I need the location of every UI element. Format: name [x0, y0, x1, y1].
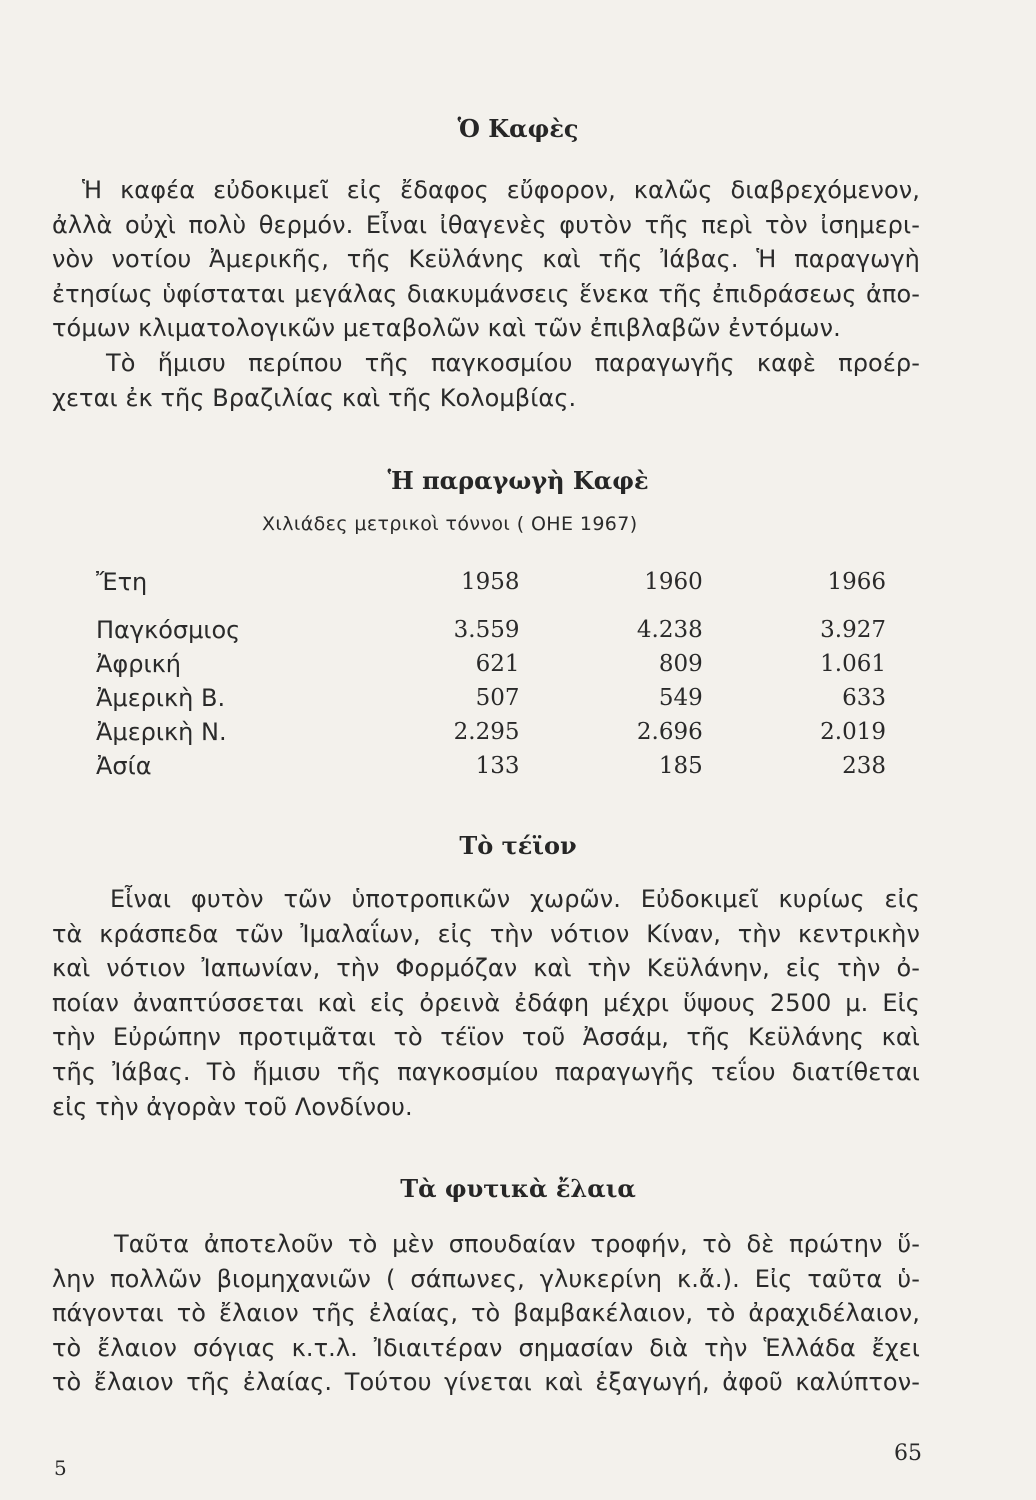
coffee-line: χεται ἐκ τῆς Βραζιλίας καὶ τῆς Κολομβίας.: [52, 383, 577, 412]
page-number: 65: [894, 1441, 922, 1466]
production-table: [96, 565, 886, 783]
tea-heading: Τὸ τέϊον: [459, 831, 577, 860]
value-cell: 2.295: [453, 719, 520, 745]
value-cell: 3.559: [453, 617, 520, 643]
year-cell: 1960: [644, 569, 703, 595]
coffee-heading: Ὁ Καφὲς: [457, 114, 579, 143]
table-row: [96, 749, 886, 783]
tea-line: ποίαν ἀναπτύσσεται καὶ εἰς ὀρεινὰ ἐδάφη μέχρι ὕψους 2500 μ. Εἰς: [52, 988, 920, 1017]
value-cell: 809: [658, 651, 703, 677]
coffee-line: Τὸ ἥμισυ περίπου τῆς παγκοσμίου παραγωγῆς καφὲ προέρ-: [106, 348, 920, 377]
table-header-row: [96, 565, 886, 599]
value-cell: 1.061: [820, 651, 886, 677]
coffee-line: τόμων κλιματολογικῶν μεταβολῶν καὶ τῶν ἐπιβλαβῶν ἐντόμων.: [52, 314, 841, 343]
value-cell: 185: [658, 753, 703, 779]
table-row: [96, 647, 886, 681]
oils-paragraph: [52, 1227, 920, 1400]
table-row: [96, 715, 886, 749]
value-cell: 549: [658, 685, 703, 711]
value-cell: 507: [475, 685, 520, 711]
signature-mark: 5: [54, 1456, 67, 1480]
oils-line: λην πολλῶν βιομηχανιῶν ( σάπωνες, γλυκερίνη κ.ἄ.). Εἰς ταῦτα ὑ-: [52, 1264, 920, 1293]
value-cell: 2.696: [636, 719, 703, 745]
production-table-caption: Χιλιάδες μετρικοὶ τόννοι ( ΟΗΕ 1967): [262, 513, 638, 535]
value-cell: 2.019: [820, 719, 886, 745]
value-cell: 238: [842, 753, 886, 779]
year-cell: 1958: [460, 569, 520, 595]
tea-line: εἰς τὴν ἀγορὰν τοῦ Λονδίνου.: [52, 1092, 413, 1121]
tea-line: τὴν Εὐρώπην προτιμᾶται τὸ τέϊον τοῦ Ἀσσάμ, τῆς Κεϋλάνης καὶ: [52, 1023, 920, 1052]
row-label: Ἀφρική: [96, 650, 181, 678]
row-label: Ἀσία: [96, 752, 152, 780]
oils-line: Ταῦτα ἀποτελοῦν τὸ μὲν σπουδαίαν τροφήν, τὸ δὲ πρώτην ὕ-: [114, 1230, 920, 1258]
coffee-line: Ἡ καφέα εὐδοκιμεῖ εἰς ἔδαφος εὔφορον, καλῶς διαβρεχόμενον,: [82, 176, 920, 204]
oils-heading: Τὰ φυτικὰ ἔλαια: [400, 1174, 636, 1203]
year-cell: 1966: [827, 569, 886, 595]
tea-paragraph: [52, 882, 920, 1124]
coffee-line: νὸν νοτίου Ἀμερικῆς, τῆς Κεϋλάνης καὶ τῆς Ἰάβας. Ἡ παραγωγὴ: [52, 245, 920, 274]
value-cell: 621: [475, 651, 520, 677]
coffee-line: ἐτησίως ὑφίσταται μεγάλας διακυμάνσεις ἕνεκα τῆς ἐπιδράσεως ἀπο-: [52, 279, 920, 308]
tea-line: τὰ κράσπεδα τῶν Ἰμαλαΐων, εἰς τὴν νότιον Κίναν, τὴν κεντρικὴν: [52, 919, 920, 948]
table-row: [96, 681, 886, 715]
oils-line: τὸ ἔλαιον τῆς ἐλαίας. Τούτου γίνεται καὶ ἐξαγωγή, ἀφοῦ καλύπτον-: [52, 1368, 920, 1397]
row-label: Ἀμερικὴ Ν.: [96, 718, 227, 746]
table-row: [96, 613, 886, 647]
value-cell: 3.927: [820, 617, 886, 643]
coffee-paragraph: [52, 173, 920, 415]
oils-line: τὸ ἔλαιον σόγιας κ.τ.λ. Ἰδιαιτέραν σημασίαν διὰ τὴν Ἑλλάδα ἔχει: [52, 1333, 920, 1362]
production-table-heading: Ἡ παραγωγὴ Καφὲ: [387, 466, 649, 495]
row-label: Παγκόσμιος: [96, 616, 241, 644]
value-cell: 633: [842, 685, 886, 711]
years-label: Ἔτη: [96, 568, 148, 596]
oils-line: πάγονται τὸ ἔλαιον τῆς ἐλαίας, τὸ βαμβακέλαιον, τὸ ἀραχιδέλαιον,: [52, 1299, 920, 1328]
row-label: Ἀμερικὴ Β.: [96, 684, 226, 712]
value-cell: 4.238: [636, 617, 703, 643]
tea-line: καὶ νότιον Ἰαπωνίαν, τὴν Φορμόζαν καὶ τὴν Κεϋλάνην, εἰς τὴν ὀ-: [52, 954, 920, 983]
tea-line: τῆς Ἰάβας. Τὸ ἥμισυ τῆς παγκοσμίου παραγωγῆς τεΐου διατίθεται: [52, 1057, 920, 1086]
coffee-line: ἀλλὰ οὐχὶ πολὺ θερμόν. Εἶναι ἰθαγενὲς φυτὸν τῆς περὶ τὸν ἰσημερι-: [52, 210, 920, 239]
tea-line: Εἶναι φυτὸν τῶν ὑποτροπικῶν χωρῶν. Εὐδοκιμεῖ κυρίως εἰς: [110, 885, 920, 913]
value-cell: 133: [475, 753, 520, 779]
